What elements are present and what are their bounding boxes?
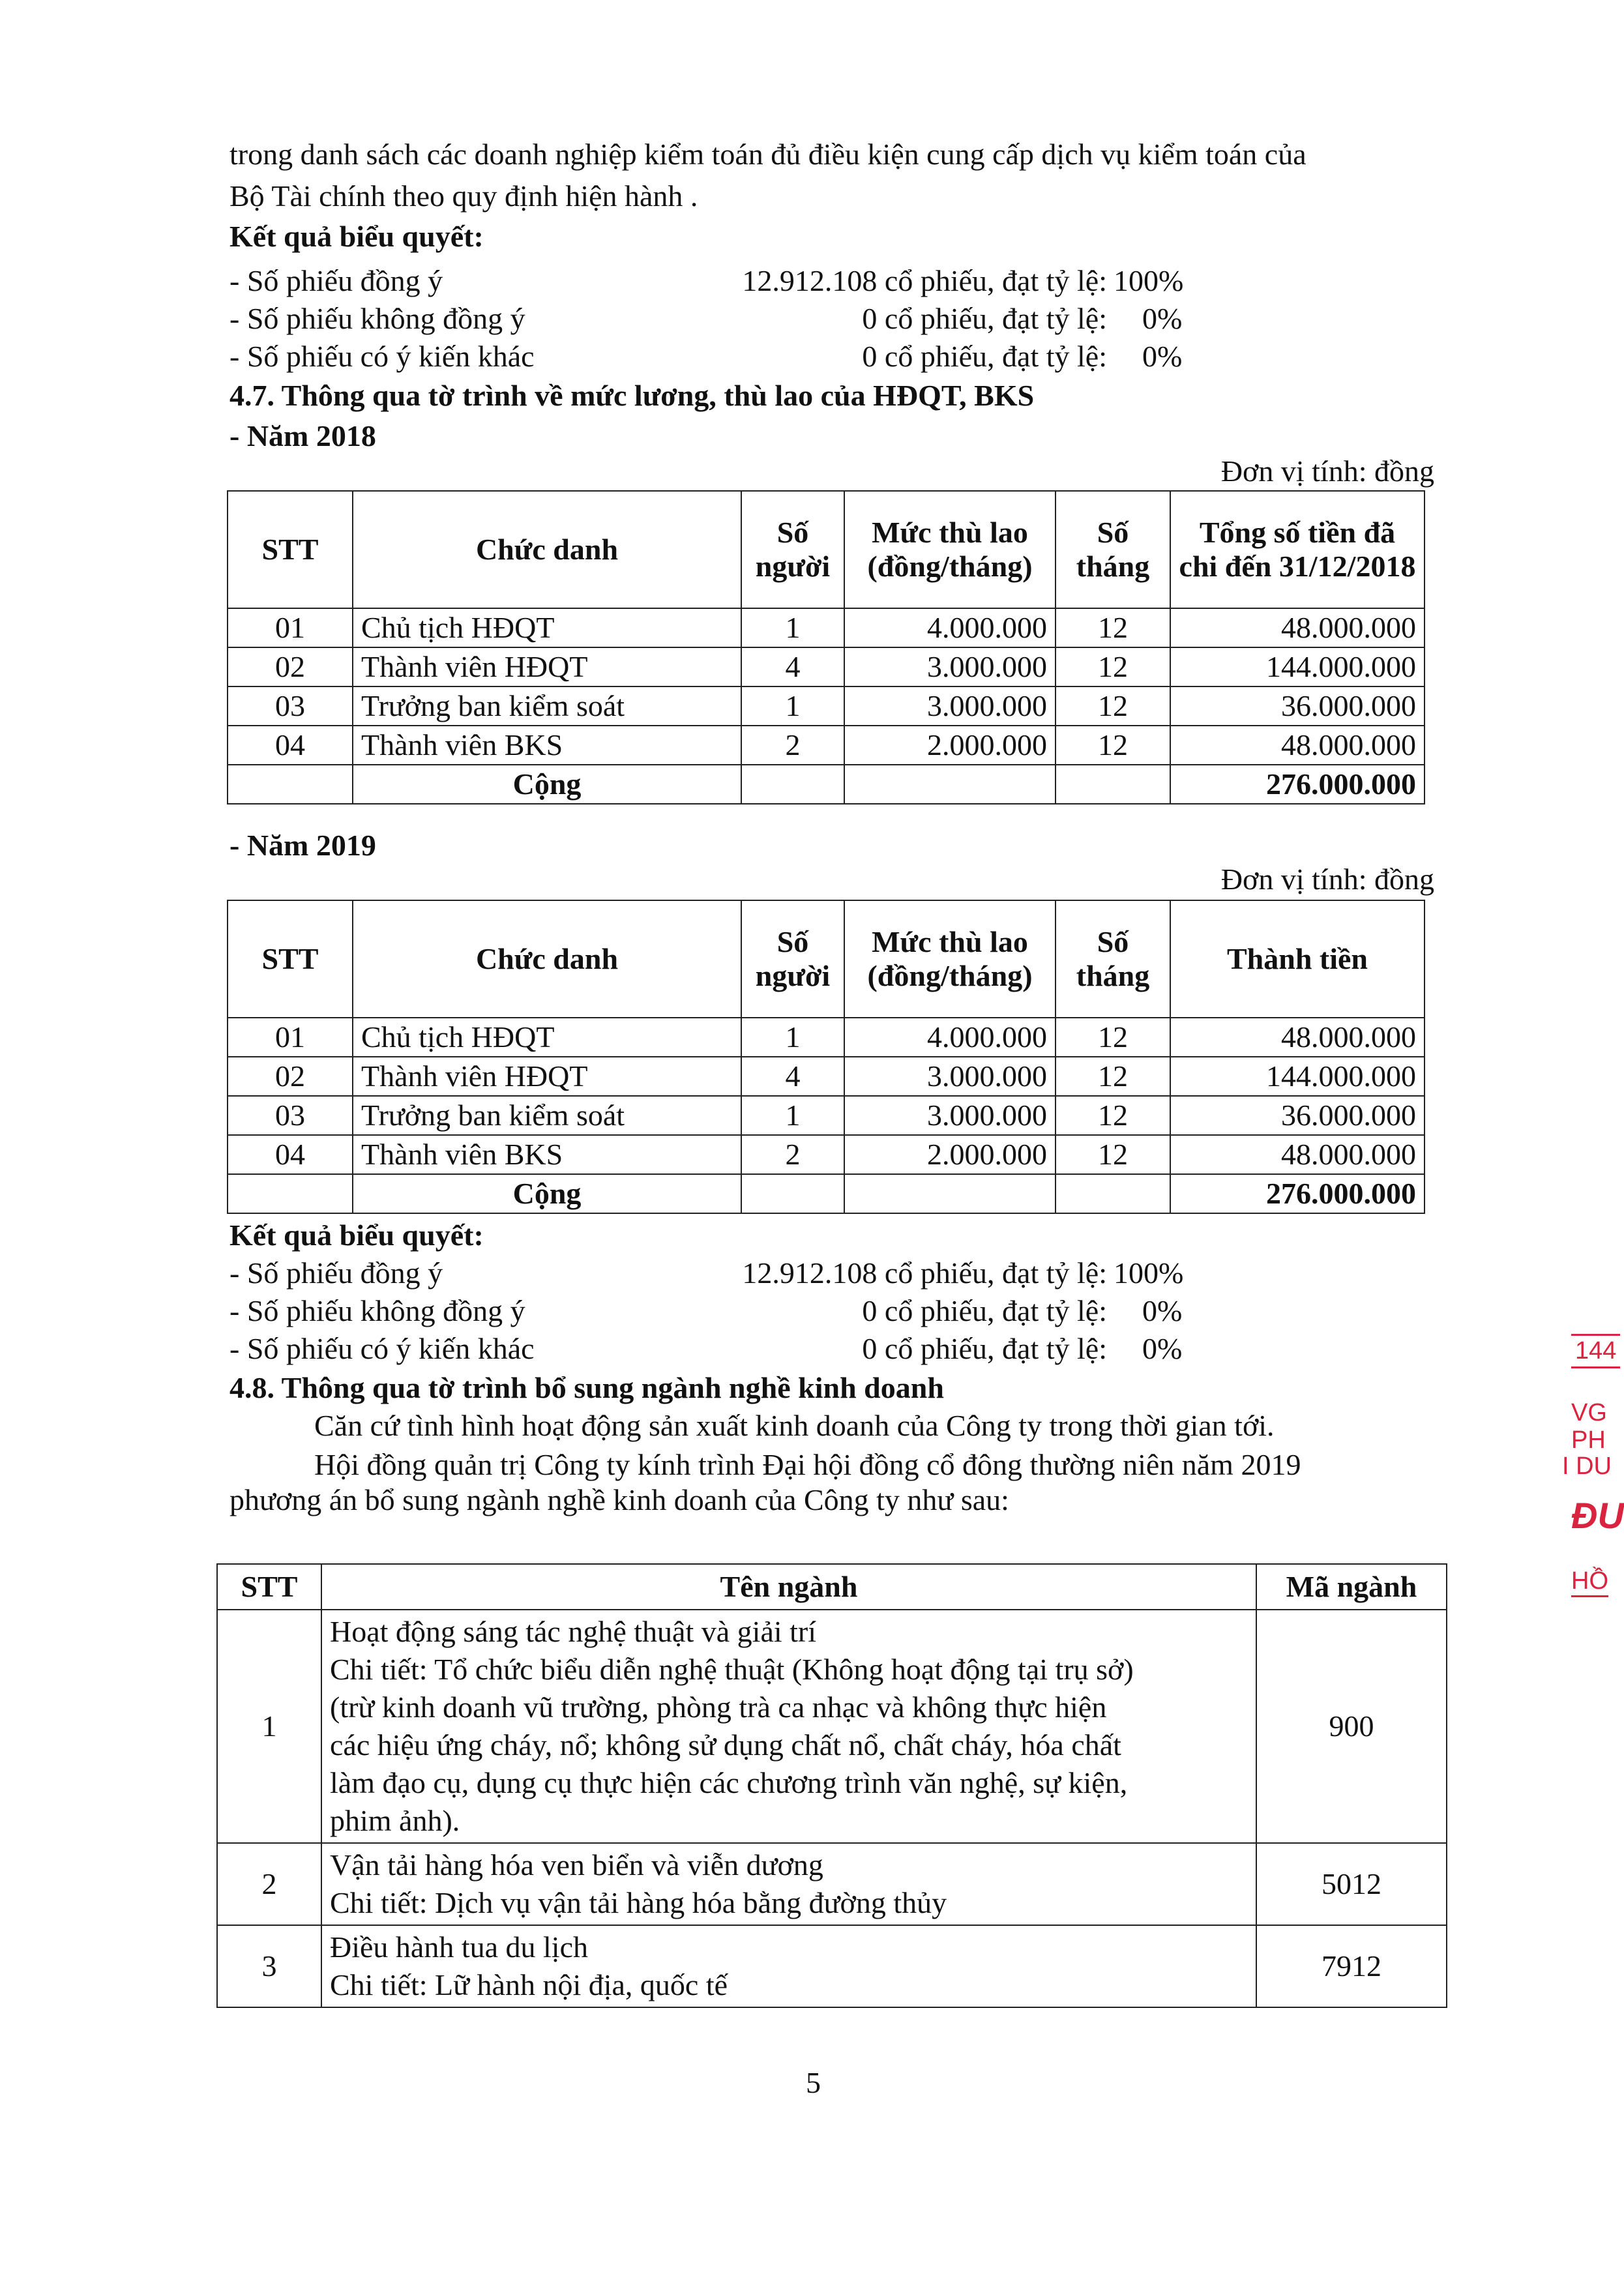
- header-total: Thành tiền: [1170, 900, 1425, 1018]
- header-industry-code: Mã ngành: [1256, 1564, 1447, 1610]
- table-row: [228, 647, 1425, 686]
- cell-total: 48.000.000: [1170, 726, 1425, 765]
- cell-industry-name: [321, 1925, 1256, 2007]
- vote-value: 12.912.108 cổ phiếu, đạt tỷ lệ:: [742, 1256, 1107, 1290]
- cell-empty: [741, 1174, 844, 1213]
- cell-total: 144.000.000: [1170, 647, 1425, 686]
- cell-stt: 01: [228, 1018, 353, 1057]
- header-stt: STT: [217, 1564, 321, 1610]
- seal-fragment: HỒ: [1571, 1567, 1608, 1597]
- header-rate: Mức thù lao (đồng/tháng): [844, 900, 1056, 1018]
- cell-empty: [1056, 1174, 1170, 1213]
- cell-title: Thành viên HĐQT: [353, 647, 741, 686]
- table-row: [228, 1018, 1425, 1057]
- table-row: [228, 1057, 1425, 1096]
- vote-label: - Số phiếu đồng ý: [229, 1256, 443, 1290]
- cell-count: 2: [741, 1135, 844, 1174]
- cell-stt: 04: [228, 1135, 353, 1174]
- vote-rate: 0%: [1142, 340, 1183, 373]
- cell-total: 36.000.000: [1170, 686, 1425, 726]
- cell-rate: 3.000.000: [844, 647, 1056, 686]
- section-heading: 4.8. Thông qua tờ trình bổ sung ngành nghề kinh doanh: [229, 1371, 944, 1404]
- cell-months: 12: [1056, 726, 1170, 765]
- cell-stt: 03: [228, 686, 353, 726]
- cell-stt: 02: [228, 1057, 353, 1096]
- header-rate: Mức thù lao (đồng/tháng): [844, 491, 1056, 608]
- cell-industry-code: 5012: [1256, 1843, 1447, 1925]
- cell-rate: 2.000.000: [844, 726, 1056, 765]
- cell-months: 12: [1056, 647, 1170, 686]
- intro-line-2: Bộ Tài chính theo quy định hiện hành .: [229, 179, 698, 213]
- cell-stt: 02: [228, 647, 353, 686]
- seal-fragment: ĐU: [1571, 1495, 1624, 1536]
- cell-count: 1: [741, 608, 844, 647]
- vote-heading: Kết quả biểu quyết:: [229, 220, 484, 253]
- header-count: Số người: [741, 491, 844, 608]
- industry-line: (trừ kinh doanh vũ trường, phòng trà ca nhạc và không thực hiện: [330, 1690, 1107, 1724]
- industry-line: Hoạt động sáng tác nghệ thuật và giải trí: [330, 1615, 817, 1648]
- cell-stt: 01: [228, 608, 353, 647]
- cell-months: 12: [1056, 1096, 1170, 1135]
- header-months: Số tháng: [1056, 491, 1170, 608]
- cell-empty: [228, 765, 353, 804]
- total-row: [228, 765, 1425, 804]
- year-label: - Năm 2018: [229, 419, 376, 452]
- industry-table: [216, 1563, 1447, 2008]
- intro-line-1: trong danh sách các doanh nghiệp kiểm toán đủ điều kiện cung cấp dịch vụ kiểm toán của: [229, 138, 1307, 171]
- cell-months: 12: [1056, 608, 1170, 647]
- cell-count: 1: [741, 1018, 844, 1057]
- industry-line: các hiệu ứng cháy, nổ; không sử dụng chất nổ, chất cháy, hóa chất: [330, 1728, 1121, 1762]
- seal-fragment: I DU: [1562, 1453, 1612, 1480]
- cell-rate: 2.000.000: [844, 1135, 1056, 1174]
- cell-empty: [741, 765, 844, 804]
- table-row: [228, 608, 1425, 647]
- header-stt: STT: [228, 491, 353, 608]
- cell-title: Thành viên HĐQT: [353, 1057, 741, 1096]
- cell-title: Thành viên BKS: [353, 726, 741, 765]
- header-title: Chức danh: [353, 900, 741, 1018]
- vote-label: - Số phiếu đồng ý: [229, 264, 443, 297]
- cell-months: 12: [1056, 686, 1170, 726]
- unit-label: Đơn vị tính: đồng: [1220, 454, 1434, 488]
- cell-stt: 2: [217, 1843, 321, 1925]
- table-row: [217, 1610, 1447, 1843]
- vote-value: 0 cổ phiếu, đạt tỷ lệ:: [862, 340, 1107, 373]
- section-heading: 4.7. Thông qua tờ trình về mức lương, thù lao của HĐQT, BKS: [229, 379, 1035, 412]
- vote-heading: Kết quả biểu quyết:: [229, 1218, 484, 1252]
- cell-rate: 3.000.000: [844, 686, 1056, 726]
- vote-rate: 100%: [1114, 1256, 1184, 1290]
- cell-title: Chủ tịch HĐQT: [353, 1018, 741, 1057]
- cell-total: 48.000.000: [1170, 1135, 1425, 1174]
- vote-label: - Số phiếu không đồng ý: [229, 302, 525, 335]
- cell-stt: 1: [217, 1610, 321, 1843]
- cell-count: 1: [741, 686, 844, 726]
- cell-industry-code: 7912: [1256, 1925, 1447, 2007]
- table-row: [228, 726, 1425, 765]
- paragraph: Hội đồng quản trị Công ty kính trình Đại hội đồng cổ đông thường niên năm 2019: [314, 1448, 1301, 1481]
- page-number: 5: [806, 2066, 821, 2099]
- industry-line: Điều hành tua du lịch: [330, 1930, 589, 1964]
- cell-count: 4: [741, 1057, 844, 1096]
- year-label: - Năm 2019: [229, 829, 376, 862]
- cell-rate: 4.000.000: [844, 608, 1056, 647]
- cell-title: Trưởng ban kiểm soát: [353, 686, 741, 726]
- table-row: [228, 686, 1425, 726]
- header-months: Số tháng: [1056, 900, 1170, 1018]
- cell-empty: [228, 1174, 353, 1213]
- cell-months: 12: [1056, 1057, 1170, 1096]
- remuneration-table-2018: [227, 490, 1425, 804]
- cell-title: Trưởng ban kiểm soát: [353, 1096, 741, 1135]
- cell-empty: [844, 765, 1056, 804]
- cell-empty: [844, 1174, 1056, 1213]
- seal-fragment: PH: [1571, 1426, 1606, 1454]
- header-total: Tổng số tiền đã chi đến 31/12/2018: [1170, 491, 1425, 608]
- cell-stt: 3: [217, 1925, 321, 2007]
- cell-rate: 3.000.000: [844, 1096, 1056, 1135]
- cell-stt: 04: [228, 726, 353, 765]
- cell-total: 36.000.000: [1170, 1096, 1425, 1135]
- cell-count: 2: [741, 726, 844, 765]
- cell-total: 48.000.000: [1170, 1018, 1425, 1057]
- total-row: [228, 1174, 1425, 1213]
- cell-industry-code: 900: [1256, 1610, 1447, 1843]
- seal-fragment: VG: [1571, 1399, 1607, 1426]
- table-row: [228, 1135, 1425, 1174]
- total-value: 276.000.000: [1170, 765, 1425, 804]
- remuneration-table-2019: [227, 900, 1425, 1214]
- cell-stt: 03: [228, 1096, 353, 1135]
- vote-value: 0 cổ phiếu, đạt tỷ lệ:: [862, 1294, 1107, 1327]
- cell-industry-name: [321, 1843, 1256, 1925]
- vote-value: 0 cổ phiếu, đạt tỷ lệ:: [862, 1332, 1107, 1365]
- vote-value: 0 cổ phiếu, đạt tỷ lệ:: [862, 302, 1107, 335]
- seal-fragment: 144: [1571, 1334, 1620, 1368]
- header-industry-name: Tên ngành: [321, 1564, 1256, 1610]
- vote-label: - Số phiếu không đồng ý: [229, 1294, 525, 1327]
- header-title: Chức danh: [353, 491, 741, 608]
- cell-count: 1: [741, 1096, 844, 1135]
- cell-rate: 3.000.000: [844, 1057, 1056, 1096]
- industry-line: phim ảnh).: [330, 1804, 460, 1837]
- paragraph: Căn cứ tình hình hoạt động sản xuất kinh doanh của Công ty trong thời gian tới.: [314, 1409, 1275, 1442]
- unit-label: Đơn vị tính: đồng: [1220, 863, 1434, 896]
- cell-empty: [1056, 765, 1170, 804]
- cell-title: Thành viên BKS: [353, 1135, 741, 1174]
- table-row: [217, 1843, 1447, 1925]
- total-value: 276.000.000: [1170, 1174, 1425, 1213]
- vote-rate: 100%: [1114, 264, 1184, 297]
- total-label: Cộng: [353, 1174, 741, 1213]
- total-label: Cộng: [353, 765, 741, 804]
- industry-line: làm đạo cụ, dụng cụ thực hiện các chương trình văn nghệ, sự kiện,: [330, 1766, 1128, 1799]
- vote-rate: 0%: [1142, 302, 1183, 335]
- cell-months: 12: [1056, 1135, 1170, 1174]
- paragraph: phương án bổ sung ngành nghề kinh doanh của Công ty như sau:: [229, 1483, 1009, 1516]
- cell-total: 48.000.000: [1170, 608, 1425, 647]
- cell-rate: 4.000.000: [844, 1018, 1056, 1057]
- cell-count: 4: [741, 647, 844, 686]
- vote-value: 12.912.108 cổ phiếu, đạt tỷ lệ:: [742, 264, 1107, 297]
- vote-rate: 0%: [1142, 1332, 1183, 1365]
- cell-title: Chủ tịch HĐQT: [353, 608, 741, 647]
- industry-line: Chi tiết: Lữ hành nội địa, quốc tế: [330, 1968, 728, 2001]
- table-row: [228, 1096, 1425, 1135]
- header-count: Số người: [741, 900, 844, 1018]
- industry-line: Chi tiết: Tổ chức biểu diễn nghệ thuật (Không hoạt động tại trụ sở): [330, 1653, 1134, 1686]
- cell-industry-name: [321, 1610, 1256, 1843]
- industry-line: Chi tiết: Dịch vụ vận tải hàng hóa bằng đường thủy: [330, 1886, 947, 1919]
- cell-months: 12: [1056, 1018, 1170, 1057]
- cell-total: 144.000.000: [1170, 1057, 1425, 1096]
- header-stt: STT: [228, 900, 353, 1018]
- table-row: [217, 1925, 1447, 2007]
- vote-rate: 0%: [1142, 1294, 1183, 1327]
- industry-line: Vận tải hàng hóa ven biển và viễn dương: [330, 1848, 823, 1881]
- vote-label: - Số phiếu có ý kiến khác: [229, 1332, 535, 1365]
- vote-label: - Số phiếu có ý kiến khác: [229, 340, 535, 373]
